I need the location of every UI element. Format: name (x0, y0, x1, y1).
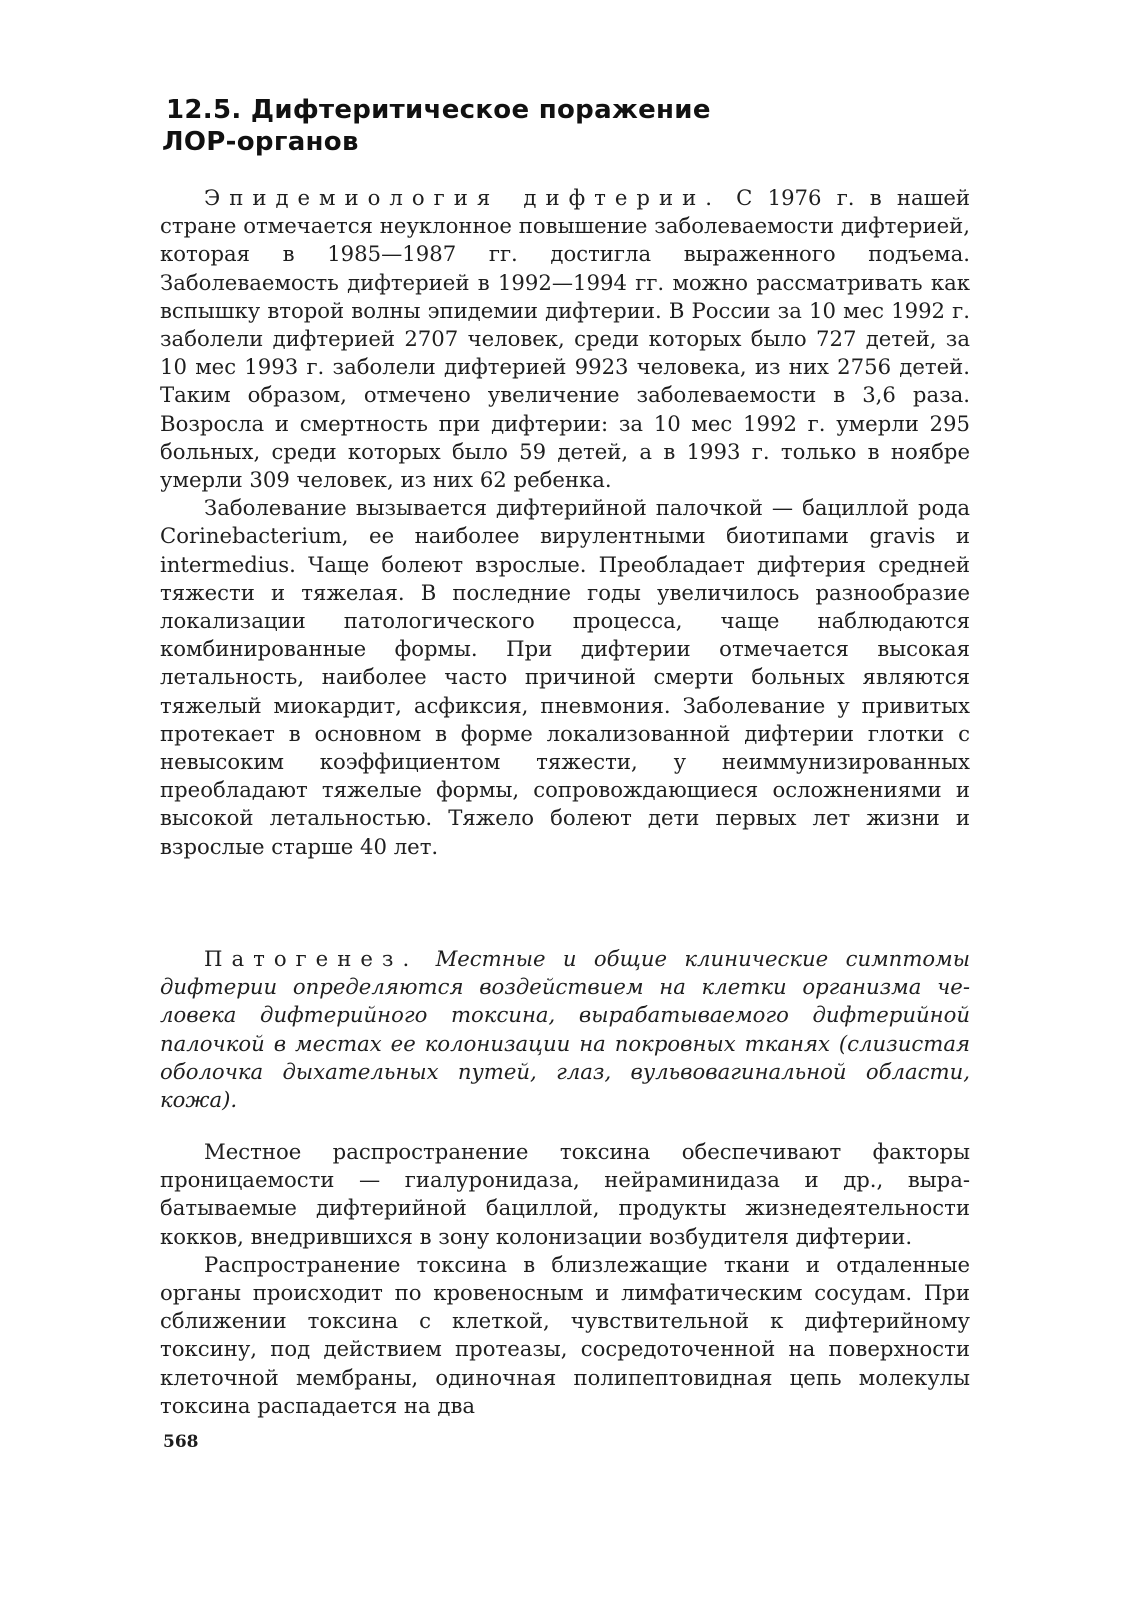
text-block-epidemiology (160, 184, 970, 861)
section-heading (162, 94, 862, 158)
epidemiology-text: С 1976 г. в нашей стране отмечается неуклонное повышение заболеваемости дифтерией, которая в 1985—1987 гг. достигла выраженного подъема. Заболеваемость дифтерией в 1992—1994 гг. можно рассматривать как вспышку второй волны эпидемии дифтерии. В России за 10 мес 1992 г. заболели дифтерией 2707 человек, среди которых было 727 детей, за 10 мес 1993 г. заболели дифтерией 9923 человека, из них 2756 детей. Таким образом, отмечено увеличение заболеваемости в 3,6 раза. Возросла и смертность при дифтерии: за 10 мес 1992 г. умерли 295 больных, среди которых было 59 детей, а в 1993 г. только в ноябре умерли 309 человек, из них 62 ребенка. (160, 185, 970, 493)
paragraph-local-spread: Местное распространение токсина обеспечивают факторы проницаемости — гиалуронидаза, нейраминидаза и др., вырабатываемые дифтерийной бациллой, продукты жизнедеятельности кокков, внедрившихся в зону колонизации возбудителя дифтерии. (160, 1139, 970, 1249)
section-title-line-1: 12.5. Дифтеритическое поражение (166, 95, 711, 125)
paragraph-epidemiology (160, 184, 970, 494)
text-block-pathogenesis (160, 945, 970, 1114)
page-number: 568 (163, 1432, 199, 1452)
paragraph-distant-spread: Распространение токсина в близлежащие ткани и отдаленные органы происходит по кровеносным и лимфатическим сосудам. При сближении токсина с клеткой, чувствительной к дифтерийному токсину, под действием протеазы, сосредоточенной на поверхности клеточной мембраны, одиночная полипептовидная цепь молекулы токсина распадается на два (160, 1251, 970, 1418)
pathogenesis-text: Местные и общие клинические симптомы дифтерии определяются воздействием на клетки организма человека дифтерийного токсина, вырабатываемого дифтерийной палочкой в местах ее колонизации на покровных тканях (слизистая оболочка дыхательных путей, глаз, вульвовагинальной области, кожа). (160, 946, 970, 1113)
pathogenesis-label: Патогенез. (204, 946, 419, 971)
paragraph-pathogenesis (160, 945, 970, 1114)
paragraph-pathogen: Заболевание вызывается дифтерийной палочкой — бациллой рода Corinebacterium, ее наиболее вирулентными биотипами gravis и intermedius. Чаще болеют взрослые. Преобладает дифтерия средней тяжести и тяжелая. В последние годы увеличилось разнообразие локализации патологического процесса, чаще наблюдаются комбинированные формы. При дифтерии отмечается высокая летальность, наиболее часто причиной смерти больных являются тяжелый миокардит, асфиксия, пневмония. Заболевание у привитых протекает в основном в форме локализованной дифтерии глотки с невысоким коэффициентом тяжести, у неиммунизированных преобладают тяжелые формы, сопровождающиеся осложнениями и высокой летальностью. Тяжело болеют дети первых лет жизни и взрослые старше 40 лет. (160, 495, 970, 859)
epidemiology-label: Эпидемиология дифтерии. (204, 185, 721, 210)
text-block-toxin-spread (160, 1138, 970, 1420)
section-title-line-2: ЛОР-органов (162, 127, 359, 157)
